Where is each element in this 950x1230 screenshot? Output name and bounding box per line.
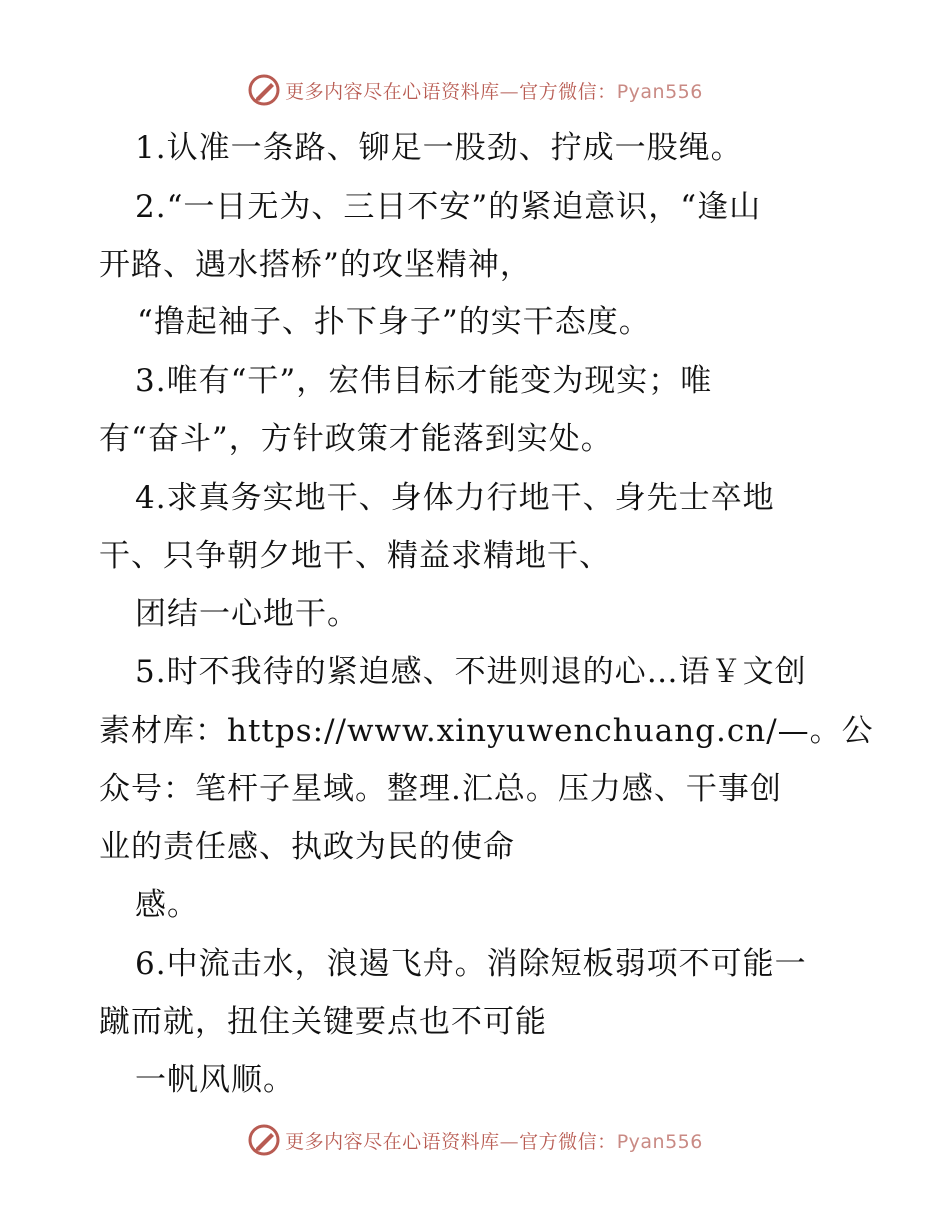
text-line: “撸起袖子、扑下身子”的实干态度。 (137, 304, 651, 340)
footer-text-wechat: 官方微信： (519, 1130, 617, 1153)
text-line: 开路、遇水搭桥”的攻坚精神， (99, 247, 532, 283)
footer-text-id: Pyan556 (616, 1130, 703, 1153)
text-line: 有“奋斗”，方针政策才能落到实处。 (99, 421, 613, 457)
text-line: 5.时不我待的紧迫感、不进则退的心…语￥文创 (135, 654, 807, 690)
text-line: 2.“一日无为、三日不安”的紧迫意识，“逢山 (135, 189, 762, 225)
text-line: 众号：笔杆子星域。整理.汇总。压力感、干事创 (99, 771, 782, 807)
text-line: 干、只争朝夕地干、精益求精地干、 (99, 538, 611, 574)
text-line: 团结一心地干。 (135, 596, 359, 632)
header-text-main: 更多内容尽在心语资料库 (285, 80, 500, 103)
footer-watermark (0, 1120, 950, 1160)
text-line: 蹴而就，扭住关键要点也不可能 (99, 1004, 547, 1040)
pen-logo-icon (247, 1123, 281, 1157)
footer-text-main: 更多内容尽在心语资料库 (285, 1130, 500, 1153)
text-line: 素材库：https://www.xinyuwenchuang.cn/—。公 (99, 713, 874, 749)
text-line: 3.唯有“干”，宏伟目标才能变为现实；唯 (135, 363, 713, 399)
text-line: 4.求真务实地干、身体力行地干、身先士卒地 (135, 480, 775, 516)
text-line: 感。 (135, 887, 199, 923)
text-line: 6.中流击水，浪遏飞舟。消除短板弱项不可能一 (135, 946, 807, 982)
header-text-dash: — (499, 80, 520, 103)
header-text-id: Pyan556 (616, 80, 703, 103)
header-text-wechat: 官方微信： (519, 80, 617, 103)
footer-text-dash: — (499, 1130, 520, 1153)
text-line: 一帆风顺。 (135, 1062, 295, 1098)
text-line: 1.认准一条路、铆足一股劲、拧成一股绳。 (135, 130, 743, 166)
text-line: 业的责任感、执政为民的使命 (99, 829, 515, 865)
